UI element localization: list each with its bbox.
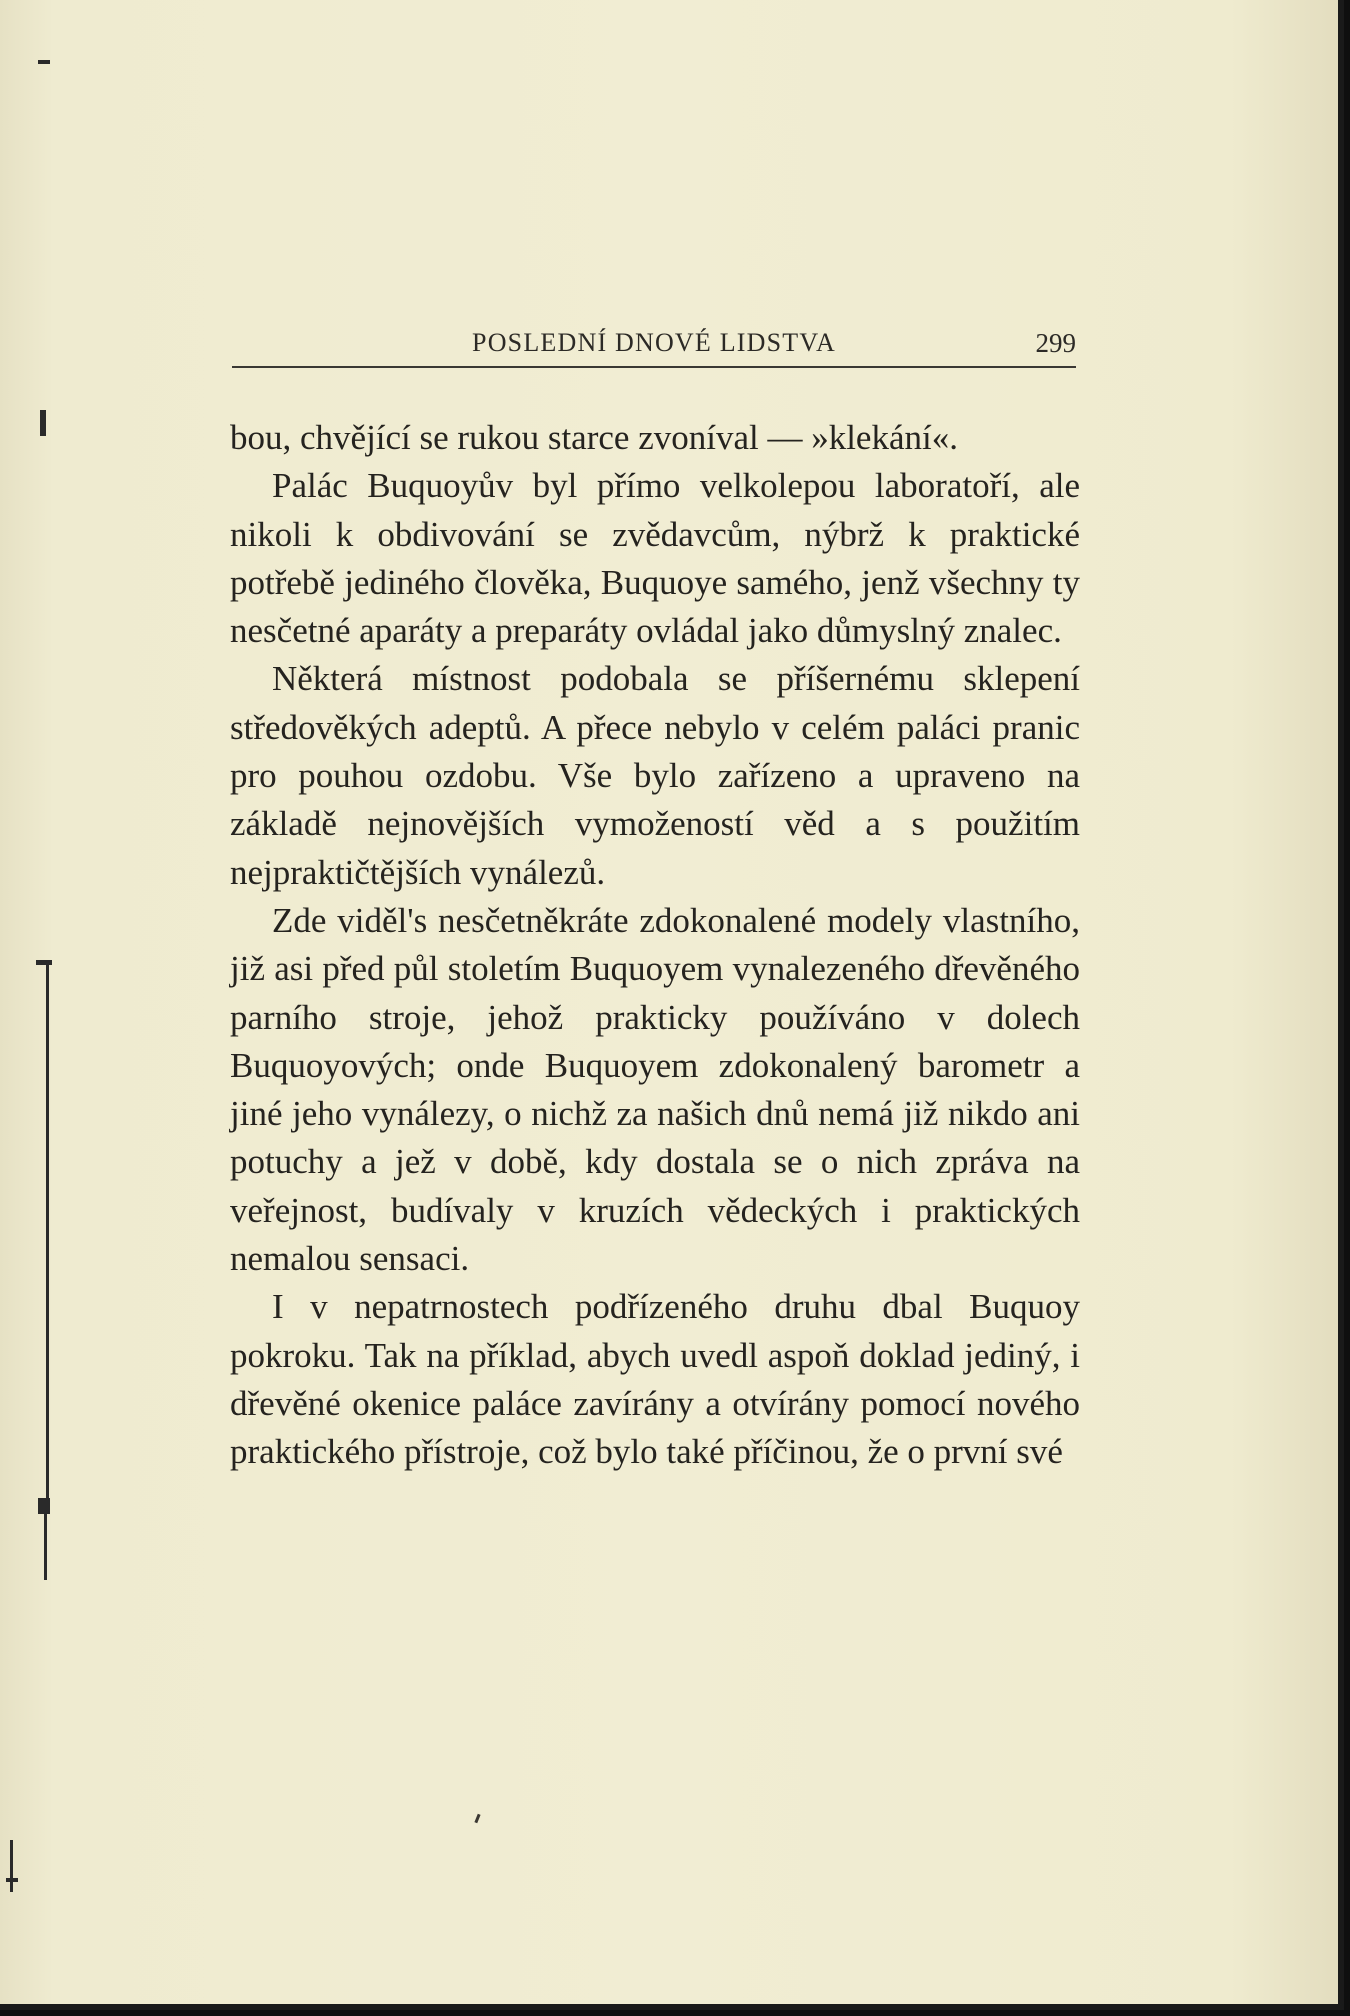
gutter-mark: [38, 60, 50, 64]
ink-speck: [474, 1814, 480, 1823]
gutter-mark: [44, 1514, 47, 1580]
gutter-mark: [10, 1840, 13, 1892]
paragraph: bou, chvějící se rukou starce zvoníval — »klekání«.: [230, 418, 958, 457]
running-header: [232, 322, 1076, 362]
page-number: 299: [1035, 328, 1076, 358]
gutter-mark: [40, 410, 46, 436]
paragraph: Některá místnost podobala se příšernému sklepení středověkých adeptů. A přece nebylo v celém paláci pranic pro pouhou ozdobu. Vše bylo zařízeno a upraveno na základě nejnovějších vymožeností věd a s použitím nejpraktičtějších vynálezů.: [230, 659, 1080, 892]
paragraph: I v nepatrnostech podřízeného druhu dbal Buquoy pokroku. Tak na příklad, abych uvedl aspoň doklad jediný, i dřevěné okenice paláce zavírány a otvírány pomocí nového praktického přístroje, což bylo také příčinou, že o první své: [230, 1287, 1080, 1472]
paragraph: Palác Buquoyův byl přímo velkolepou laboratoří, ale nikoli k obdivování se zvědavcům, nýbrž k praktické potřebě jediného člověka, Buquoye samého, jenž všechny ty nesčetné aparáty a preparáty ovládal jako důmyslný znalec.: [230, 466, 1080, 651]
body-text: [230, 414, 1080, 1477]
gutter-mark: [36, 960, 52, 965]
paragraph: Zde viděl's nesčetněkráte zdokonalené modely vlastního, již asi před půl stoletím Buquoyem vynalezeného dřevěného parního stroje, jehož prakticky používáno v dolech Buquoyových; onde Buquoyem zdokonalený barometr a jiné jeho vynálezy, o nichž za našich dnů nemá již nikdo ani potuchy a jež v době, kdy dostala se o nich zpráva na veřejnost, budívaly v kruzích vědeckých i praktických nemalou sensaci.: [230, 900, 1080, 1279]
gutter-mark: [6, 1878, 18, 1882]
running-title: POSLEDNÍ DNOVÉ LIDSTVA: [472, 328, 836, 357]
header-rule: [232, 366, 1076, 368]
gutter-mark: [46, 964, 49, 1504]
gutter-mark: [38, 1498, 50, 1514]
